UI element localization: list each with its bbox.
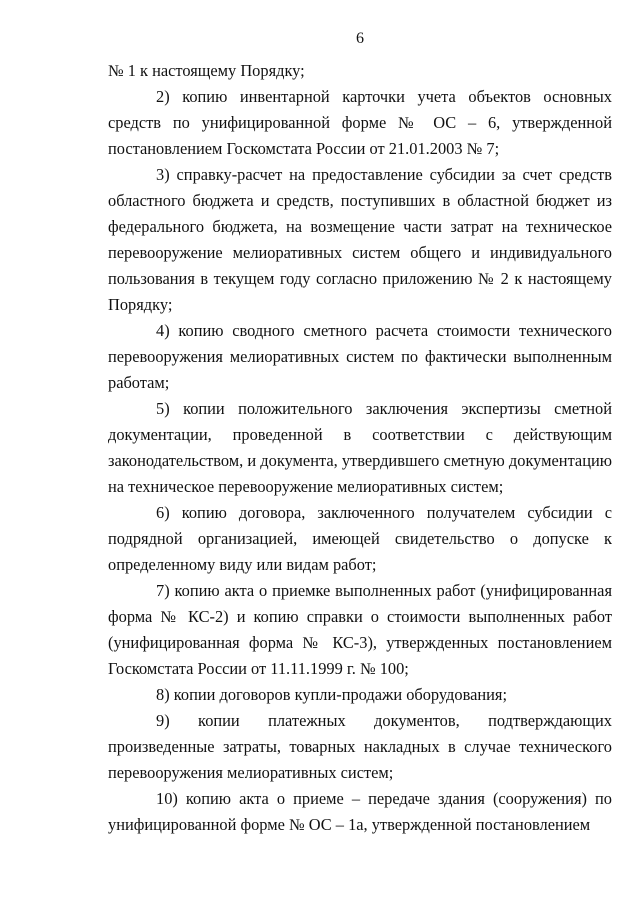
- list-item-3: 3) справку-расчет на предоставление субсидии за счет средств областного бюджета и средств, поступивших в областной бюджет из федерального бюджета, на возмещение части затрат на техническое перевооружение мелиоративных систем общего и индивидуального пользования в текущем году согласно приложению № 2 к настоящему Порядку;: [108, 165, 612, 314]
- list-item-10: 10) копию акта о приеме – передаче здания (сооружения) по унифицированной форме № ОС – 1а, утвержденной постановлением: [108, 789, 612, 834]
- list-item-9: 9) копии платежных документов, подтверждающих произведенные затраты, товарных накладных в случае технического перевооружения мелиоративных систем;: [108, 711, 612, 782]
- list-item-4: 4) копию сводного сметного расчета стоимости технического перевооружения мелиоративных систем по фактически выполненным работам;: [108, 321, 612, 392]
- list-item-7: 7) копию акта о приемке выполненных работ (унифицированная форма № КС-2) и копию справки о стоимости выполненных работ (унифицированная форма № КС-3), утвержденных постановлением Госкомстата России от 11.11.1999 г. № 100;: [108, 581, 612, 678]
- list-item-5: 5) копии положительного заключения экспертизы сметной документации, проведенной в соответствии с действующим законодательством, и документа, утвердившего сметную документацию на техническое перевооружение мелиоративных систем;: [108, 399, 612, 496]
- list-item-8: 8) копии договоров купли-продажи оборудования;: [156, 685, 508, 704]
- list-item-2: 2) копию инвентарной карточки учета объектов основных средств по унифицированной форме № ОС – 6, утвержденной постановлением Госкомстата России от 21.01.2003 № 7;: [108, 87, 612, 158]
- list-item-6: 6) копию договора, заключенного получателем субсидии с подрядной организацией, имеющей свидетельство о допуске к определенному виду или видам работ;: [108, 503, 612, 574]
- continuation-text: № 1 к настоящему Порядку;: [108, 61, 305, 80]
- document-body: [108, 58, 612, 838]
- page-number: 6: [356, 30, 364, 47]
